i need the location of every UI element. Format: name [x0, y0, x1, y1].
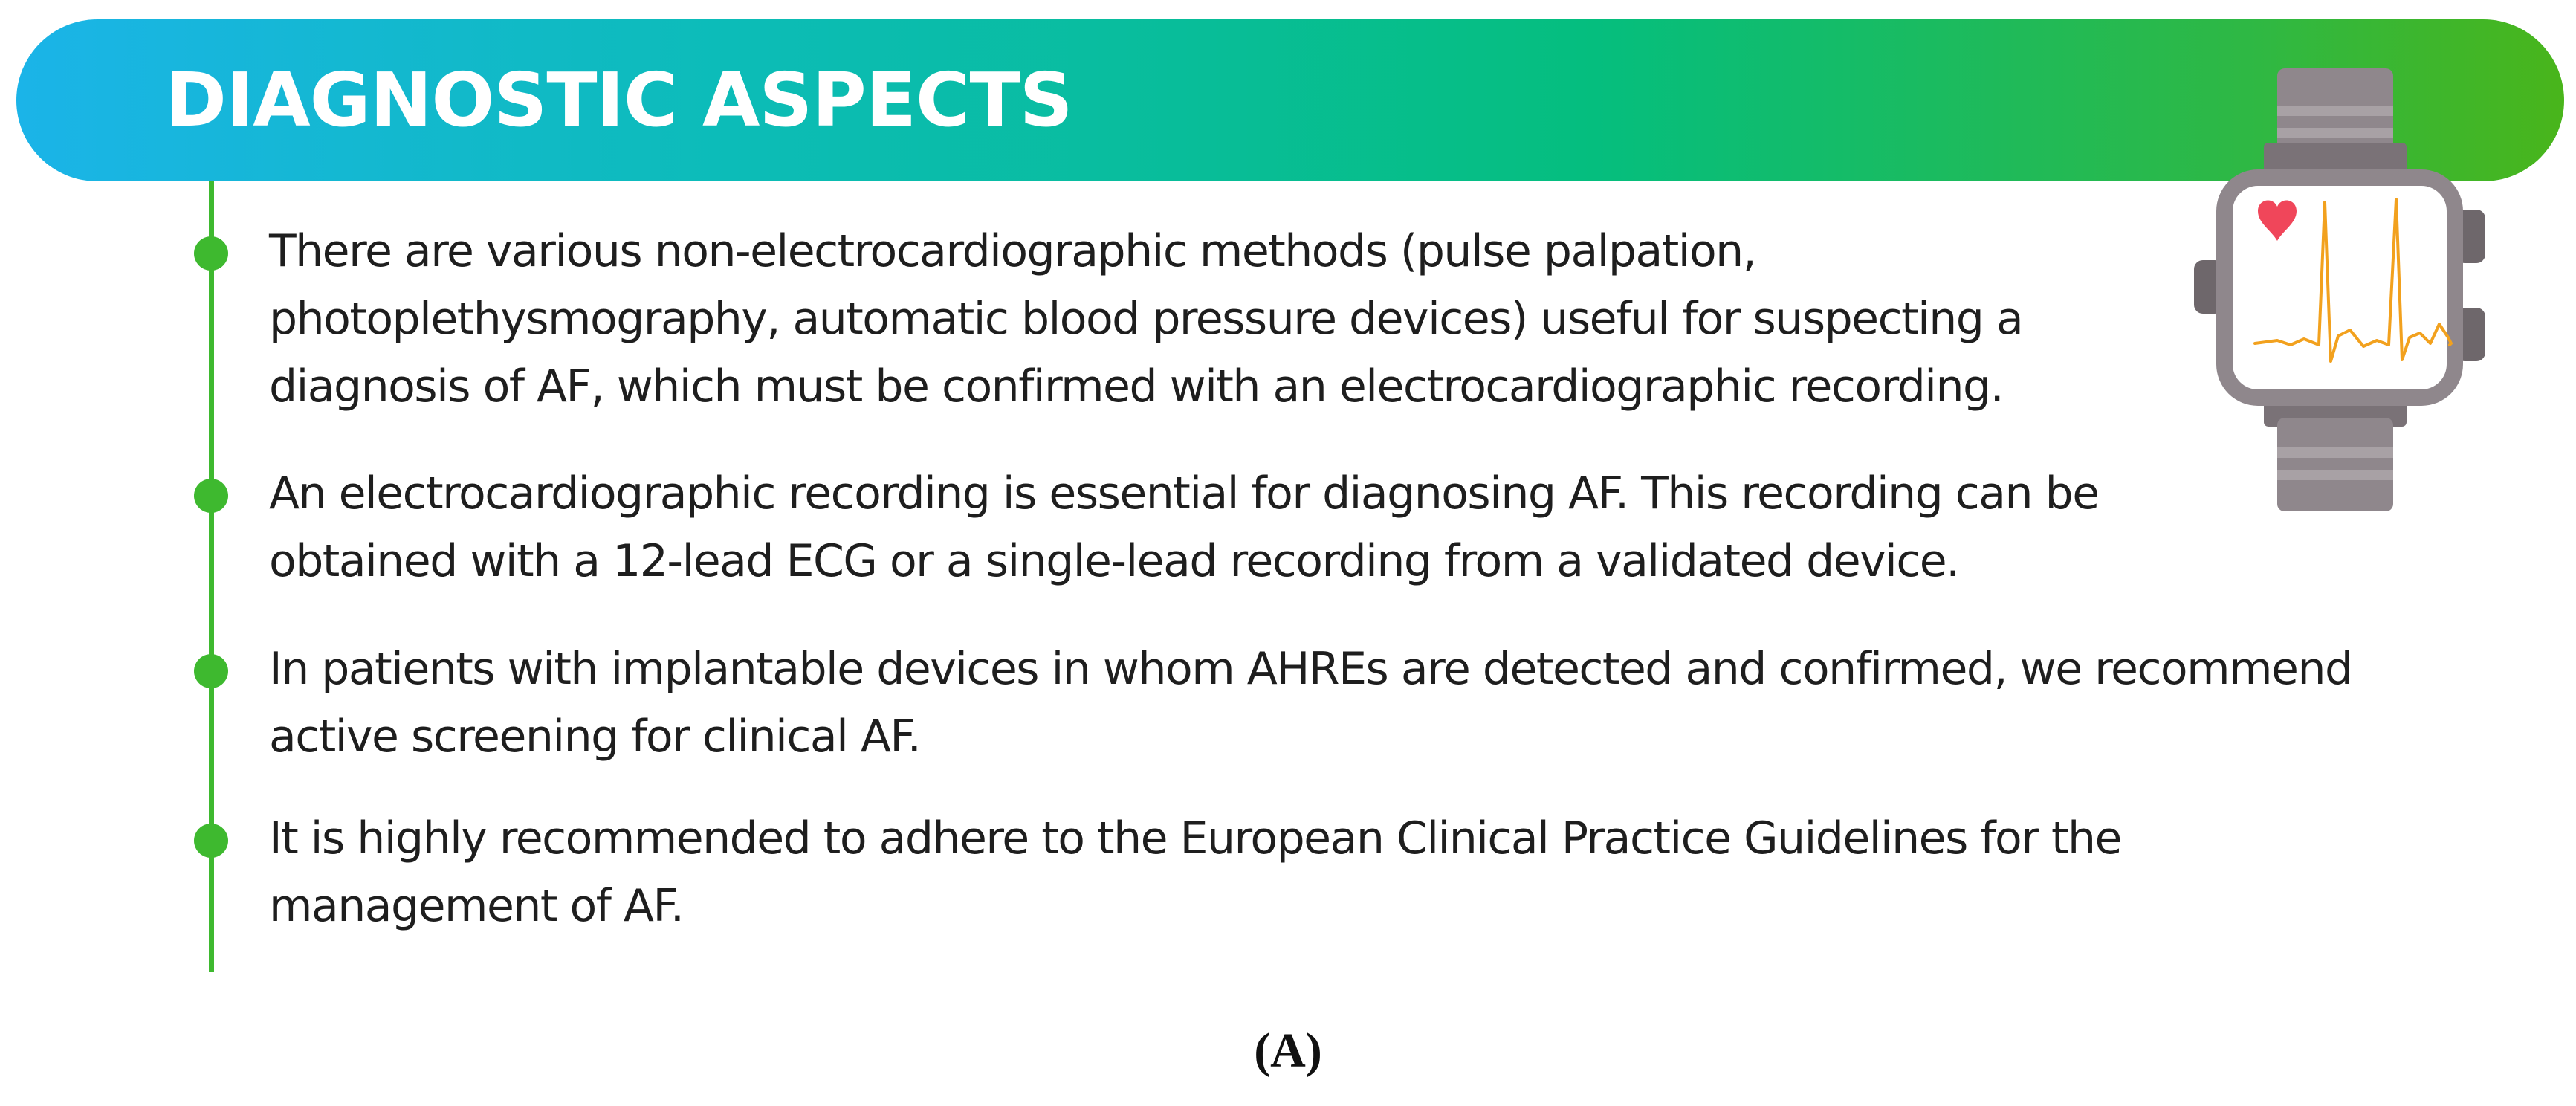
- bullet-dot: [194, 479, 228, 513]
- section-banner: [16, 19, 2564, 181]
- section-title: DIAGNOSTIC ASPECTS: [165, 56, 1072, 143]
- bullet-text: In patients with implantable devices in whom AHREs are detected and confirmed, we recommend active screening for clinical AF.: [269, 643, 2352, 763]
- bullet-text: It is highly recommended to adhere to the European Clinical Practice Guidelines for the management of AF.: [269, 812, 2121, 932]
- smartwatch-icon: [2194, 68, 2485, 511]
- bullet-text: There are various non-electrocardiographic methods (pulse palpation, photoplethysmography, automatic blood pressure devices) useful for suspecting a diagnosis of AF, which must be confirmed with an electrocardiographic recording.: [269, 225, 2023, 413]
- figure-caption: (A): [1254, 1023, 1322, 1078]
- bullet-text: An electrocardiographic recording is essential for diagnosing AF. This recording can be obtained with a 12-lead ECG or a single-lead recording from a validated device.: [269, 468, 2099, 587]
- bullet-dot: [194, 654, 228, 688]
- bullet-dot: [194, 236, 228, 271]
- bullet-dot: [194, 824, 228, 858]
